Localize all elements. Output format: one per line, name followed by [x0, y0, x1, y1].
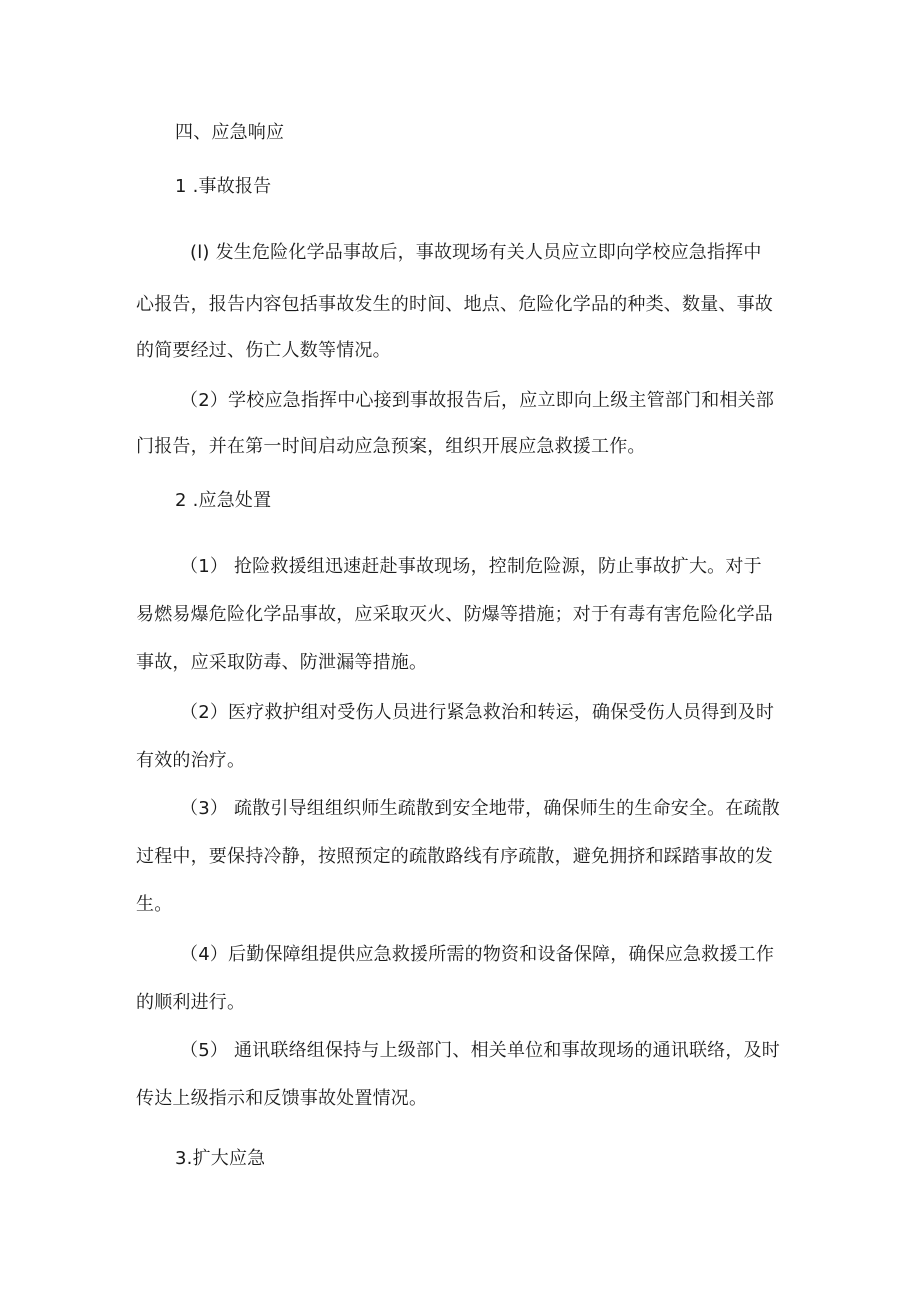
paragraph-line: 的简要经过、伤亡人数等情况。: [136, 340, 391, 361]
subsection-title-emergency-handling: 2 .应急处置: [175, 490, 272, 511]
paragraph-line: 传达上级指示和反馈事故处置情况。: [136, 1088, 428, 1109]
paragraph-line: 的顺利进行。: [136, 992, 246, 1013]
paragraph-line: （3） 疏散引导组组织师生疏散到安全地带，确保师生的生命安全。在疏散: [180, 798, 780, 819]
paragraph-line: （2）学校应急指挥中心接到事故报告后，应立即向上级主管部门和相关部: [180, 390, 775, 411]
subsection-title-accident-report: 1 .事故报告: [175, 176, 272, 197]
subsection-title-expanded-response: 3.扩大应急: [175, 1148, 266, 1169]
paragraph-line: 事故，应采取防毒、防泄漏等措施。: [136, 652, 428, 673]
paragraph-line: 门报告，并在第一时间启动应急预案，组织开展应急救援工作。: [136, 436, 646, 457]
section-heading-emergency-response: 四、应急响应: [175, 122, 285, 143]
paragraph-line: （5） 通讯联络组保持与上级部门、相关单位和事故现场的通讯联络，及时: [180, 1040, 780, 1061]
paragraph-line: （1） 抢险救援组迅速赶赴事故现场，控制危险源，防止事故扩大。对于: [180, 556, 762, 577]
paragraph-line: 有效的治疗。: [136, 750, 246, 771]
paragraph-line: 心报告，报告内容包括事故发生的时间、地点、危险化学品的种类、数量、事故: [136, 294, 773, 315]
paragraph-line: 生。: [136, 894, 173, 915]
paragraph-line: （4）后勤保障组提供应急救援所需的物资和设备保障，确保应急救援工作: [180, 944, 775, 965]
paragraph-line: 过程中，要保持冷静，按照预定的疏散路线有序疏散，避免拥挤和踩踏事故的发: [136, 846, 773, 867]
paragraph-line: (l) 发生危险化学品事故后，事故现场有关人员应立即向学校应急指挥中: [190, 242, 762, 263]
paragraph-line: 易燃易爆危险化学品事故，应采取灭火、防爆等措施；对于有毒有害危险化学品: [136, 604, 773, 625]
paragraph-line: （2）医疗救护组对受伤人员进行紧急救治和转运，确保受伤人员得到及时: [180, 702, 775, 723]
